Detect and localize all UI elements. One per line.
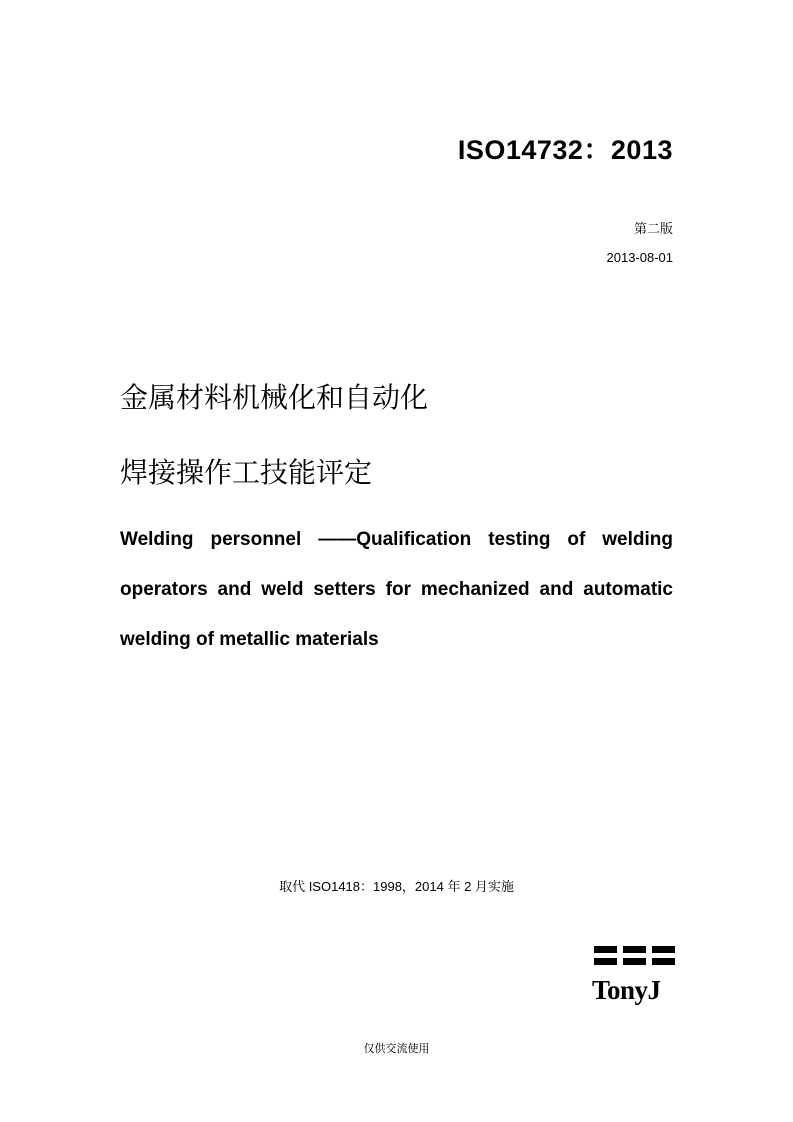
edition-label: 第二版 (633, 221, 673, 236)
title-chinese-line-2: 焊接操作工技能评定 (120, 456, 373, 489)
title-chinese-line-1: 金属材料机械化和自动化 (120, 381, 429, 414)
publication-date: 2013-08-01 (606, 250, 673, 265)
title-english-line-3: welding of metallic materials (120, 629, 379, 650)
title-english-line-2: operators and weld setters for mechanized and automatic (120, 579, 673, 600)
title-english-line-1: Welding personnel ——Qualification testing of welding (120, 529, 673, 550)
three-bar-logo-icon (594, 946, 682, 965)
footer-note: 仅供交流使用 (363, 1043, 430, 1055)
publisher-logo (592, 946, 682, 1018)
replaces-note: 取代 ISO1418：1998，2014 年 2 月实施 (279, 879, 514, 894)
logo-wordmark: TonyJ (592, 975, 661, 1005)
standard-number: ISO14732：2013 (457, 135, 673, 165)
